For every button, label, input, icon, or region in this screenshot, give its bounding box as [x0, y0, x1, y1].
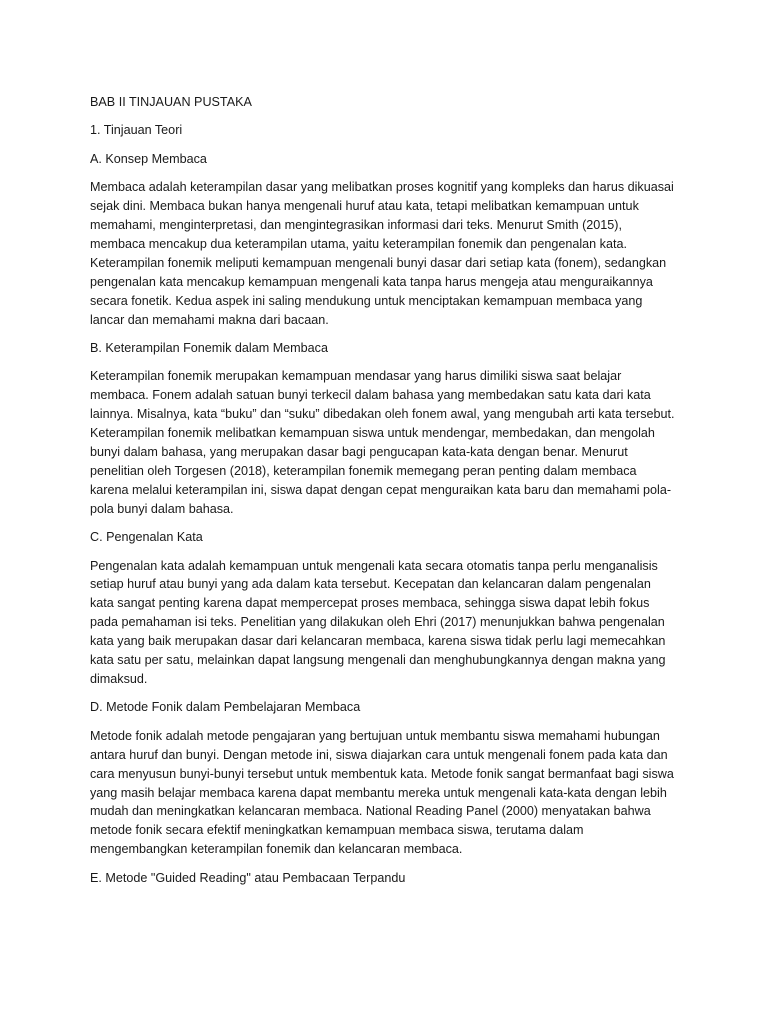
subsection-heading-b: B. Keterampilan Fonemik dalam Membaca	[90, 340, 328, 355]
paragraph-b: Keterampilan fonemik merupakan kemampuan mendasar yang harus dimiliki siswa saat belajar membaca. Fonem adalah satuan bunyi terkecil dalam bahasa yang membedakan satu kata dari kata lainnya. Misalnya, kata “buku” dan “suku” dibedakan oleh fonem awal, yang mengubah arti kata tersebut. Keterampilan fonemik melibatkan kemampuan siswa untuk mendengar, membedakan, dan mengolah bunyi dalam bahasa, yang merupakan dasar bagi pengucapan kata-kata dengan benar. Menurut penelitian oleh Torgesen (2018), keterampilan fonemik memegang peran penting dalam membaca karena melalui keterampilan ini, siswa dapat dengan cepat menguraikan kata baru dan memahami pola-pola bunyi dalam bahasa.	[90, 369, 675, 516]
section-title: 1. Tinjauan Teori	[90, 123, 183, 138]
document-page	[90, 93, 678, 897]
paragraph-d: Metode fonik adalah metode pengajaran yang bertujuan untuk membantu siswa memahami hubungan antara huruf dan bunyi. Dengan metode ini, siswa diajarkan cara untuk mengenali fonem pada kata dan cara menyusun bunyi-bunyi tersebut untuk membentuk kata. Metode fonik sangat bermanfaat bagi siswa yang masih belajar membaca karena dapat membantu mereka untuk mengenali kata-kata dengan lebih mudah dan meningkatkan kelancaran membaca. National Reading Panel (2000) menyatakan bahwa metode fonik secara efektif meningkatkan kemampuan membaca siswa, terutama dalam mengembangkan keterampilan fonemik dan kelancaran membaca.	[90, 728, 674, 857]
chapter-title: BAB II TINJAUAN PUSTAKA	[90, 95, 252, 109]
subsection-heading-d: D. Metode Fonik dalam Pembelajaran Membaca	[90, 700, 361, 715]
subsection-heading-a: A. Konsep Membaca	[90, 151, 207, 166]
paragraph-a: Membaca adalah keterampilan dasar yang melibatkan proses kognitif yang kompleks dan harus dikuasai sejak dini. Membaca bukan hanya mengenali huruf atau kata, tetapi melibatkan kemampuan untuk memahami, menginterpretasi, dan mengintegrasikan informasi dari teks. Menurut Smith (2015), membaca mencakup dua keterampilan utama, yaitu keterampilan fonemik dan pengenalan kata. Keterampilan fonemik meliputi kemampuan mengenali bunyi dasar dari setiap kata (fonem), sedangkan pengenalan kata mencakup kemampuan mengenali kata tanpa harus mengeja atau menguraikannya secara fonetik. Kedua aspek ini saling mendukung untuk menciptakan kemampuan membaca yang lancar dan memahami makna dari bacaan.	[90, 180, 674, 327]
subsection-heading-e: E. Metode "Guided Reading" atau Pembacaan Terpandu	[90, 870, 406, 885]
subsection-heading-c: C. Pengenalan Kata	[90, 530, 203, 545]
paragraph-c: Pengenalan kata adalah kemampuan untuk mengenali kata secara otomatis tanpa perlu menganalisis setiap huruf atau bunyi yang ada dalam kata tersebut. Kecepatan dan kelancaran dalam pengenalan kata sangat penting karena dapat mempercepat proses membaca, sehingga siswa dapat lebih fokus pada pemahaman isi teks. Penelitian yang dilakukan oleh Ehri (2017) menunjukkan bahwa pengenalan kata yang baik merupakan dasar dari kelancaran membaca, karena siswa tidak perlu lagi memecahkan kata satu per satu, melainkan dapat langsung mengenali dan menghubungkannya dengan makna yang dimaksud.	[90, 558, 666, 686]
